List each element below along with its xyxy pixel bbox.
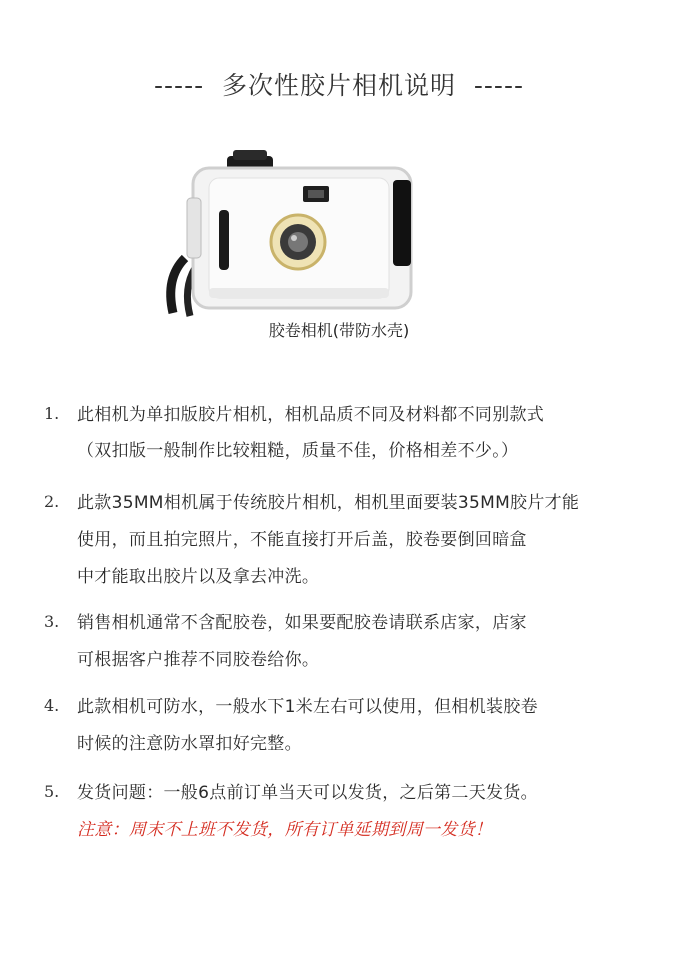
item-number: 2. bbox=[44, 492, 60, 511]
item-number: 5. bbox=[44, 782, 60, 801]
item-text-line: 时候的注意防水罩扣好完整。 bbox=[77, 734, 302, 754]
item-text-line: 可根据客户推荐不同胶卷给你。 bbox=[77, 650, 320, 670]
item-text-line: 使用，而且拍完照片，不能直接打开后盖，胶卷要倒回暗盒 bbox=[77, 530, 527, 550]
camera-image bbox=[155, 148, 425, 318]
item-text-line: 此款35MM相机属于传统胶片相机，相机里面要装35MM胶片才能 bbox=[77, 493, 580, 513]
page-title: ----- 多次性胶片相机说明 ----- bbox=[154, 71, 524, 100]
shipping-notice: 注意：周末不上班不发货，所有订单延期到周一发货！ bbox=[77, 820, 493, 840]
camera-icon bbox=[155, 148, 425, 318]
image-caption: 胶卷相机(带防水壳) bbox=[268, 321, 410, 340]
item-number: 4. bbox=[44, 696, 60, 715]
item-number: 3. bbox=[44, 612, 60, 631]
item-text-line: 销售相机通常不含配胶卷，如果要配胶卷请联系店家，店家 bbox=[77, 613, 527, 633]
item-text-line: 此相机为单扣版胶片相机，相机品质不同及材料都不同别款式 bbox=[77, 405, 545, 425]
item-number: 1. bbox=[44, 404, 60, 423]
item-text-line: 此款相机可防水，一般水下1米左右可以使用，但相机装胶卷 bbox=[77, 697, 538, 717]
item-text-line: 发货问题：一般6点前订单当天可以发货，之后第二天发货。 bbox=[77, 783, 538, 803]
item-text-line: 中才能取出胶片以及拿去冲洗。 bbox=[77, 567, 320, 587]
item-text-line: （双扣版一般制作比较粗糙，质量不佳，价格相差不少。） bbox=[77, 441, 519, 461]
